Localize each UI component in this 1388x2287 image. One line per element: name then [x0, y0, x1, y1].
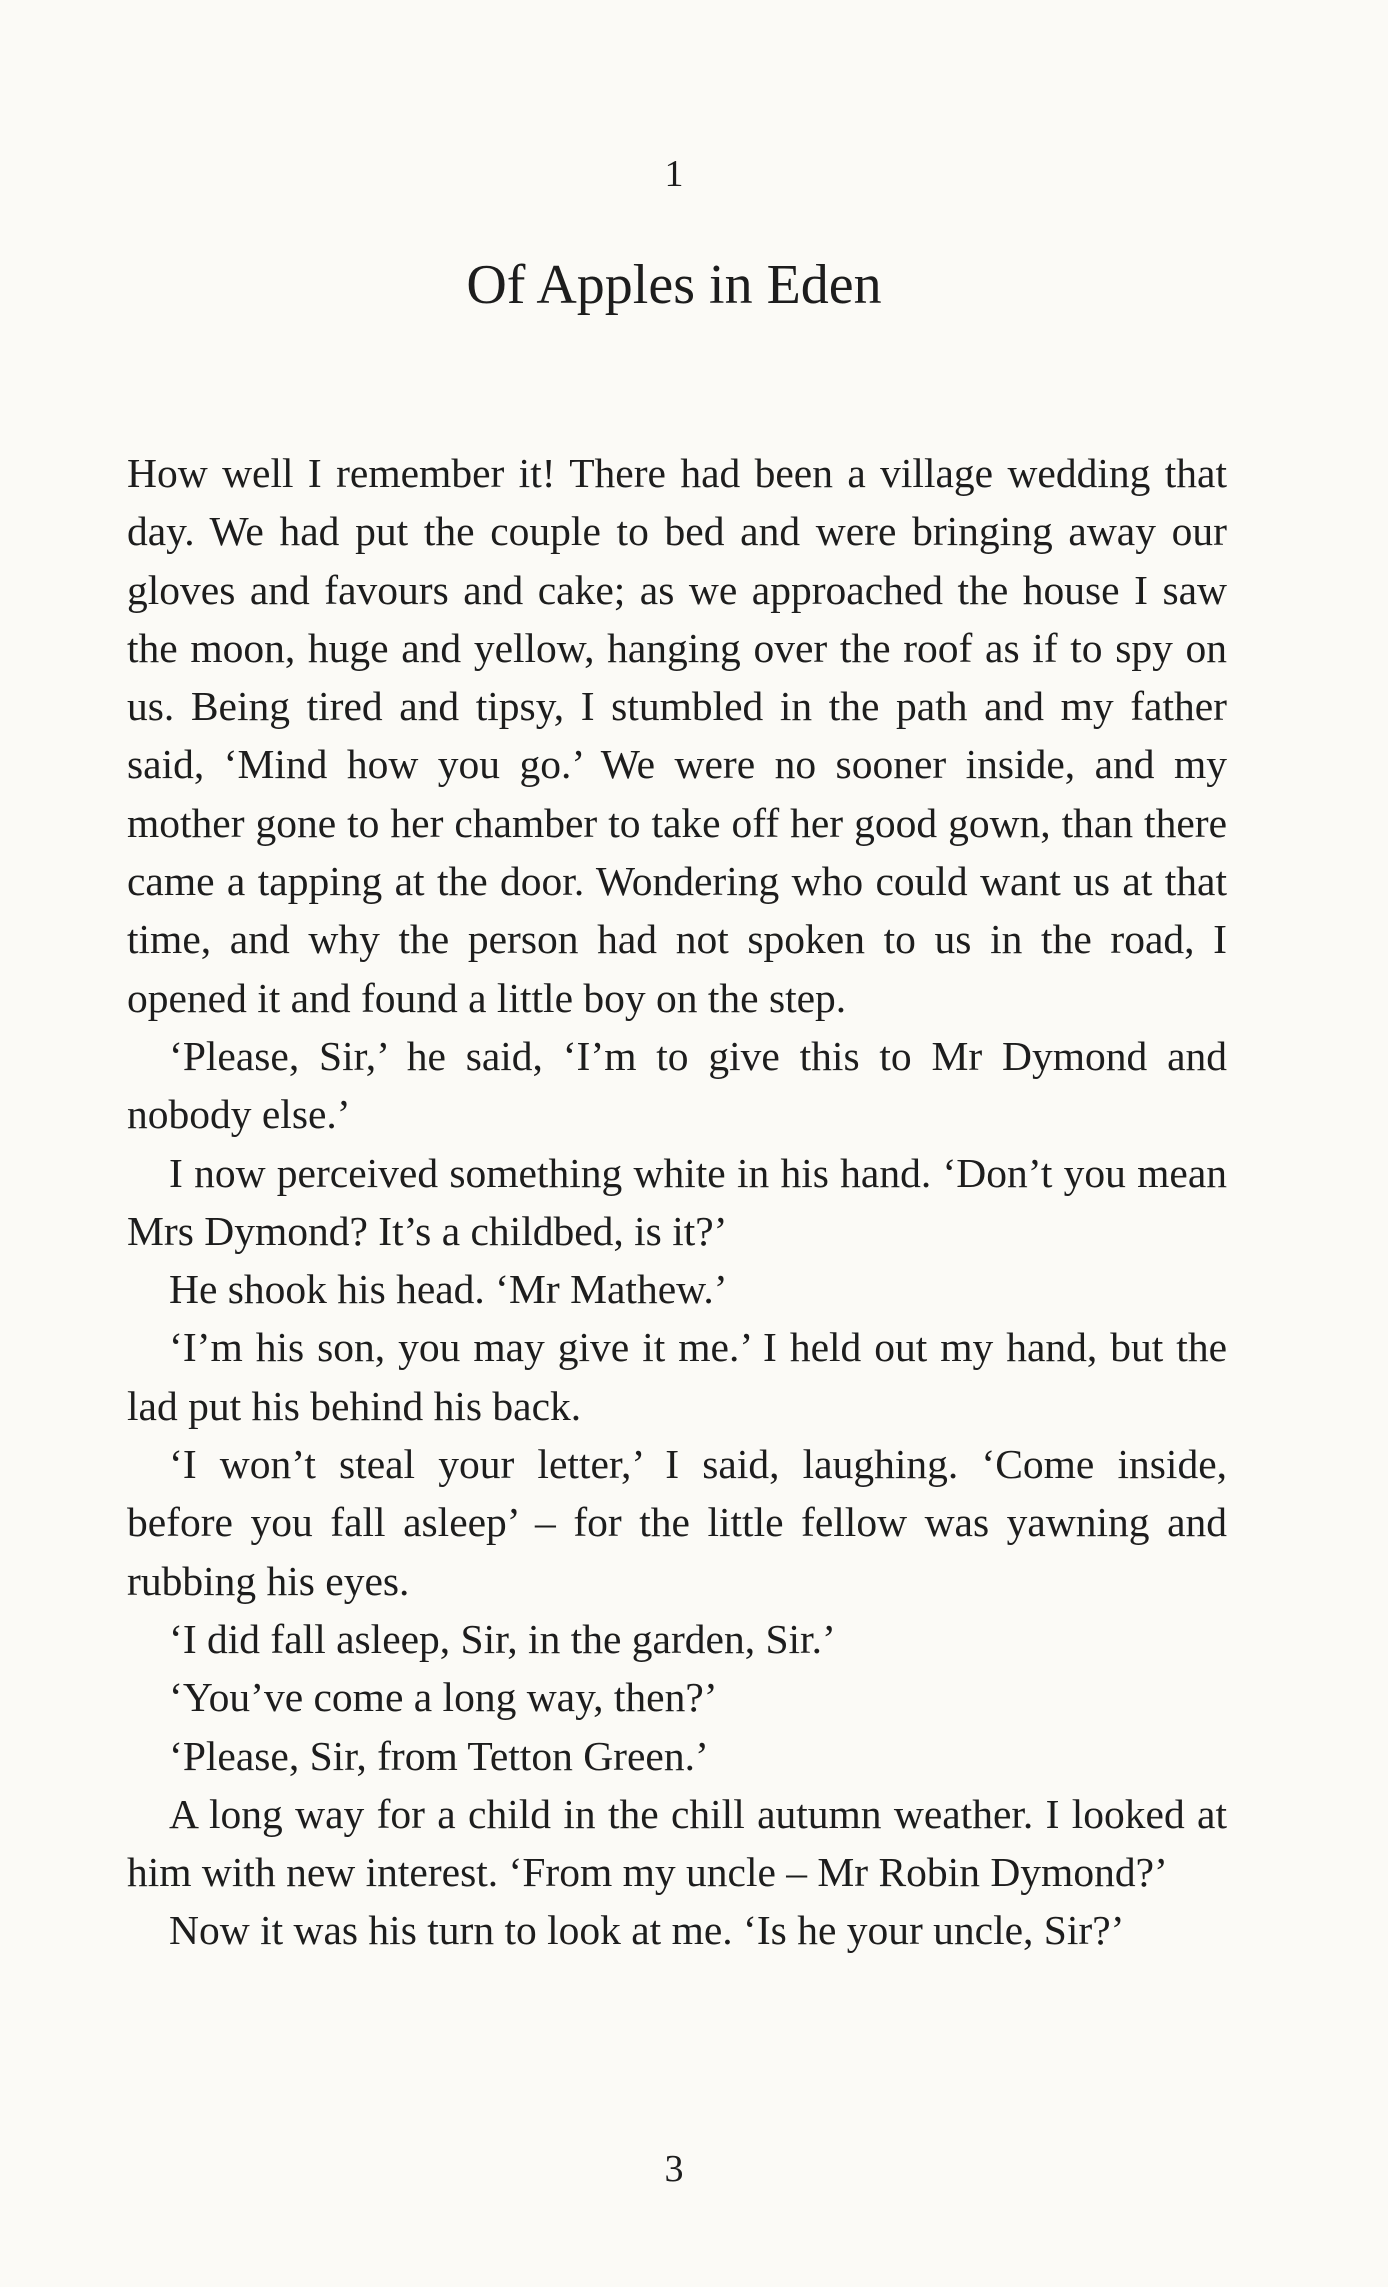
paragraph-6: ‘I won’t steal your letter,’ I said, laughing. ‘Come inside, before you fall asleep’ – for the little fellow was yawning and rubbing his eyes.	[127, 1441, 1227, 1604]
paragraph-9: ‘Please, Sir, from Tetton Green.’	[169, 1732, 709, 1779]
paragraph-4: He shook his head. ‘Mr Mathew.’	[169, 1266, 728, 1313]
paragraph-1: How well I remember it! There had been a village wedding that day. We had put the couple to bed and were bringing away our gloves and favours and cake; as we approached the house I saw the moon, huge and yellow, hanging over the roof as if to spy on us. Being tired and tipsy, I stumbled in the path and my father said, ‘Mind how you go.’ We were no sooner inside, and my mother gone to her chamber to take off her good gown, than there came a tapping at the door. Wondering who could want us at that time, and why the person had not spoken to us in the road, I opened it and found a little boy on the step.	[127, 450, 1227, 1021]
paragraph-2: ‘Please, Sir,’ he said, ‘I’m to give this to Mr Dymond and nobody else.’	[127, 1032, 1227, 1138]
paragraph-5: ‘I’m his son, you may give it me.’ I held out my hand, but the lad put his behind his back.	[127, 1324, 1227, 1429]
paragraph-8: ‘You’ve come a long way, then?’	[169, 1674, 718, 1721]
chapter-number: 1	[664, 153, 684, 195]
chapter-body	[127, 444, 1227, 1960]
paragraph-11: Now it was his turn to look at me. ‘Is he your uncle, Sir?’	[169, 1907, 1125, 1954]
paragraph-3: I now perceived something white in his hand. ‘Don’t you mean Mrs Dymond? It’s a childbed, is it?’	[127, 1149, 1227, 1254]
paragraph-10: A long way for a child in the chill autumn weather. I looked at him with new interest. ‘From my uncle – Mr Robin Dymond?’	[127, 1790, 1227, 1896]
page-number: 3	[664, 2148, 684, 2190]
chapter-title: Of Apples in Eden	[466, 254, 882, 316]
paragraph-7: ‘I did fall asleep, Sir, in the garden, Sir.’	[169, 1615, 836, 1662]
